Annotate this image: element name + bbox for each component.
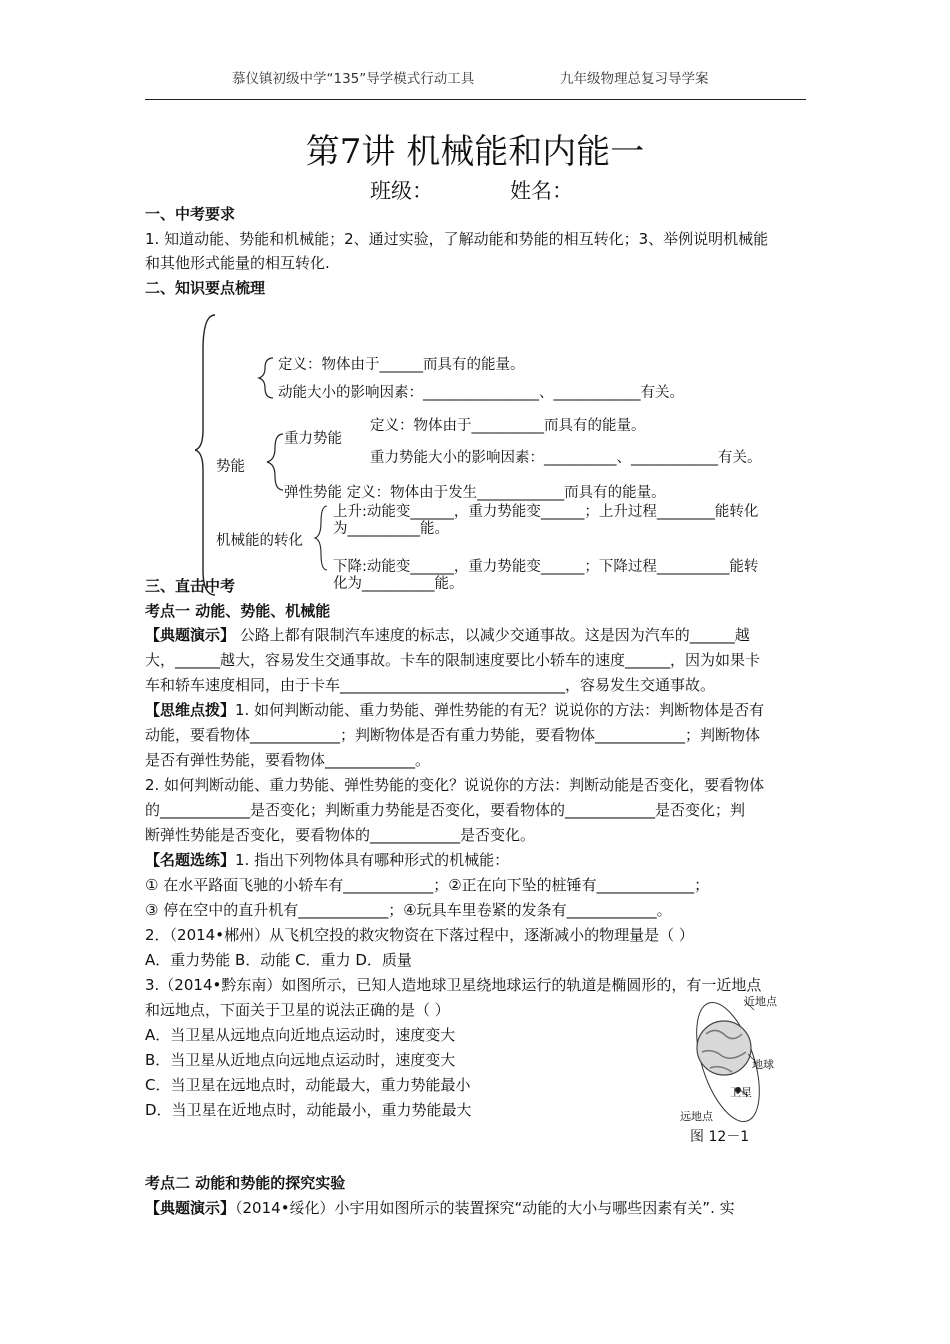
label-satellite: 卫星 (730, 1086, 752, 1099)
demo2-tag: 【典题演示】 (145, 1199, 236, 1217)
exercise2-options: A．重力势能 B．动能 C．重力 D．质量 (145, 951, 412, 969)
option-a: A．当卫星从远地点向近地点运动时，速度变大 (145, 1026, 456, 1044)
exercise1-a: ① 在水平路面飞驰的小轿车有____________；②正在向下坠的桩锤有_____________； (145, 876, 710, 894)
header-school: 慕仪镇初级中学“135”导学模式行动工具 (232, 71, 475, 87)
demo-tag: 【典题演示】 (145, 626, 236, 644)
exercise1: 1. 指出下列物体具有哪种形式的机械能： (235, 851, 510, 869)
exercise3-line2: 和远地点，下面关于卫星的说法正确的是（ ） (145, 1001, 450, 1019)
point1-heading: 考点一 动能、势能、机械能 (145, 602, 331, 620)
fall-line1: 下降:动能变______，重力势能变______；下降过程__________能转 (333, 559, 759, 575)
think-line1: 1. 如何判断动能、重力势能、弹性势能的有无？说说你的方法：判断物体是否有 (235, 701, 765, 719)
conversion-label: 机械能的转化 (216, 533, 303, 549)
exercise-tag: 【名题选练】 (145, 851, 236, 869)
header-rule (145, 99, 806, 100)
option-b: B．当卫星从近地点向远地点运动时，速度变大 (145, 1051, 456, 1069)
section1-line1: 1. 知道动能、势能和机械能；2、通过实验，了解动能和势能的相互转化；3、举例说明机械能 (145, 230, 769, 248)
demo-line2: 大，______越大，容易发生交通事故。卡车的限制速度要比小轿车的速度______，因为如果卡 (145, 651, 761, 669)
demo-line3: 车和轿车速度相同，由于卡车______________________________，容易发生交通事故。 (145, 676, 716, 694)
rise-line2: 为__________能。 (333, 521, 449, 537)
think-line6: 断弹性势能是否变化，要看物体的____________是否变化。 (145, 826, 536, 844)
kinetic-definition: 定义：物体由于______而具有的能量。 (278, 357, 525, 373)
earth-icon (697, 1021, 751, 1075)
name-label: 姓名： (510, 179, 573, 203)
point2-heading: 考点二 动能和势能的探究实验 (145, 1174, 346, 1192)
section3-heading: 三、直击中考 (145, 577, 236, 595)
label-far-point: 远地点 (680, 1110, 713, 1123)
exercise1-b: ③ 停在空中的直升机有____________；④玩具车里卷紧的发条有____________。 (145, 901, 672, 919)
elastic-definition: 弹性势能 定义：物体由于发生____________而具有的能量。 (284, 485, 666, 501)
think-line4: 2. 如何判断动能、重力势能、弹性势能的变化？说说你的方法：判断动能是否变化，要看物体 (145, 776, 765, 794)
think-line3: 是否有弹性势能，要看物体____________。 (145, 751, 431, 769)
gravity-label: 重力势能 (284, 431, 342, 447)
rise-line1: 上升:动能变______，重力势能变______；上升过程________能转化 (333, 504, 759, 520)
demo-line1: 公路上都有限制汽车速度的标志，以减少交通事故。这是因为汽车的______越 (235, 626, 750, 644)
exercise2: 2．（2014•郴州）从飞机空投的救灾物资在下落过程中，逐渐减小的物理量是（ ） (145, 926, 694, 944)
demo2-text: （2014•绥化）小宇用如图所示的装置探究“动能的大小与哪些因素有关”. 实 (235, 1199, 735, 1217)
class-label: 班级： (370, 179, 433, 203)
think-line2: 动能，要看物体____________；判断物体是否有重力势能，要看物体____________；判断物体 (145, 726, 761, 744)
fall-line2: 化为__________能。 (333, 576, 464, 592)
think-line5: 的____________是否变化；判断重力势能是否变化，要看物体的____________是否变化；判 (145, 801, 746, 819)
exercise3-line1: 3.（2014•黔东南）如图所示，已知人造地球卫星绕地球运行的轨道是椭圆形的，有一近地点 (145, 976, 762, 994)
label-near-point: 近地点 (744, 995, 777, 1008)
gravity-definition: 定义：物体由于__________而具有的能量。 (370, 418, 646, 434)
gravity-factors: 重力势能大小的影响因素：__________、____________有关。 (370, 450, 762, 466)
section2-heading: 二、知识要点梳理 (145, 279, 266, 297)
kinetic-factors: 动能大小的影响因素：________________、____________有关。 (278, 385, 684, 401)
option-d: D．当卫星在近地点时，动能最小，重力势能最大 (145, 1101, 472, 1119)
section1-line2: 和其他形式能量的相互转化. (145, 254, 330, 272)
page-title: 第7讲 机械能和内能一 (305, 132, 645, 172)
figure-caption: 图 12－1 (690, 1129, 750, 1145)
header-course: 九年级物理总复习导学案 (560, 71, 709, 87)
option-c: C．当卫星在远地点时，动能最大，重力势能最小 (145, 1076, 471, 1094)
section1-heading: 一、中考要求 (145, 205, 236, 223)
label-earth: 地球 (752, 1058, 774, 1071)
think-tag: 【思维点拨】 (145, 701, 236, 719)
potential-label: 势能 (216, 459, 245, 475)
